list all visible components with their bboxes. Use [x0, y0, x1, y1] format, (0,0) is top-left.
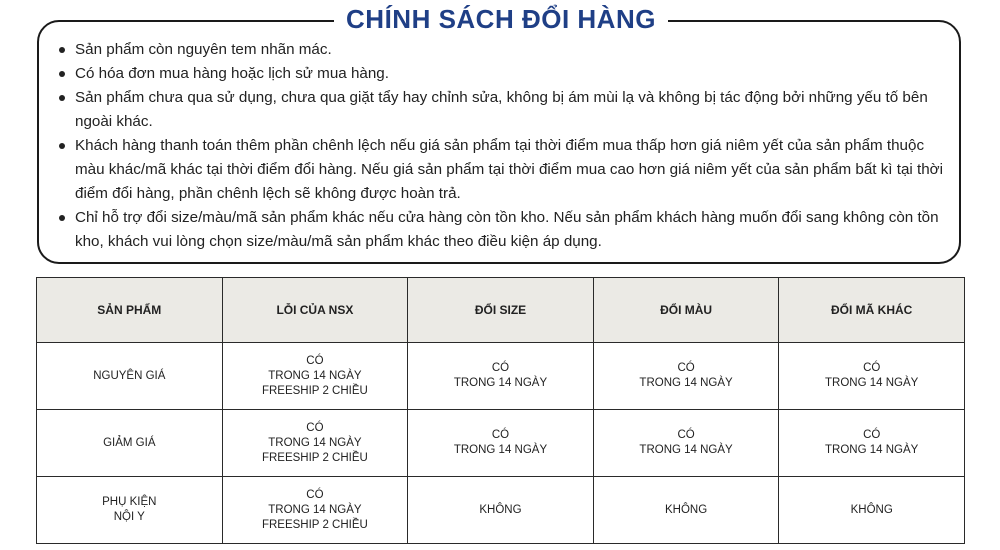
table-row	[37, 410, 965, 477]
cell-line: FREESHIP 2 CHIỀU	[261, 451, 368, 464]
cell-color	[593, 343, 779, 410]
cell-size	[408, 410, 594, 477]
cell-defect	[222, 410, 408, 477]
header-product: SẢN PHẨM	[37, 278, 223, 343]
cell-product	[37, 410, 223, 477]
table-row	[37, 477, 965, 544]
table-header-row	[37, 278, 965, 343]
cell-line: TRONG 14 NGÀY	[268, 436, 362, 449]
cell-other	[779, 477, 965, 544]
cell-defect	[222, 477, 408, 544]
policy-list	[75, 38, 955, 254]
cell-line: GIẢM GIÁ	[103, 436, 156, 449]
policy-item: Sản phẩm chưa qua sử dụng, chưa qua giặt tẩy hay chỉnh sửa, không bị ám mùi lạ và không bị tác động bởi những yếu tố bên ngoài khác.	[75, 86, 955, 134]
cell-line: TRONG 14 NGÀY	[825, 444, 919, 456]
cell-line: CÓ	[677, 429, 695, 441]
cell-line: TRONG 14 NGÀY	[268, 369, 362, 382]
cell-defect	[222, 343, 408, 410]
cell-product	[37, 343, 223, 410]
header-defect: LỖI CỦA NSX	[222, 278, 408, 343]
cell-line: CÓ	[863, 362, 881, 374]
title-wrap	[0, 0, 1000, 40]
cell-line: CÓ	[491, 362, 510, 374]
cell-size	[408, 477, 594, 544]
cell-line: CÓ	[306, 421, 324, 434]
cell-line: TRONG 14 NGÀY	[639, 377, 733, 389]
cell-other	[779, 410, 965, 477]
policy-item: Có hóa đơn mua hàng hoặc lịch sử mua hàng.	[75, 62, 955, 86]
cell-color	[593, 477, 779, 544]
cell-line: TRONG 14 NGÀY	[453, 377, 548, 389]
header-size: ĐỔI SIZE	[408, 278, 594, 343]
cell-line: CÓ	[306, 488, 324, 501]
header-color: ĐỔI MÀU	[593, 278, 779, 343]
cell-size	[408, 343, 594, 410]
header-other: ĐỔI MÃ KHÁC	[779, 278, 965, 343]
cell-line: TRONG 14 NGÀY	[268, 503, 362, 516]
cell-line: CÓ	[491, 429, 510, 441]
exchange-table	[36, 277, 965, 544]
cell-line: PHỤ KIỆN	[102, 496, 157, 508]
cell-line: TRONG 14 NGÀY	[453, 444, 548, 456]
cell-line: KHÔNG	[479, 503, 522, 516]
policy-item: Khách hàng thanh toán thêm phần chênh lệch nếu giá sản phẩm tại thời điểm mua thấp hơn giá niêm yết của sản phẩm thuộc màu khác/mã khác tại thời điểm đổi hàng. Nếu giá sản phẩm tại thời điểm mua cao hơn giá niêm yết của sản phẩm bất kì tại thời điểm đổi hàng, phần chênh lệch sẽ không được hoàn trả.	[75, 134, 955, 206]
cell-line: KHÔNG	[664, 503, 708, 516]
cell-line: NGUYÊN GIÁ	[93, 369, 166, 382]
cell-line: CÓ	[306, 354, 324, 367]
table-row	[37, 343, 965, 410]
cell-line: KHÔNG	[850, 503, 893, 516]
cell-line: NỘI Y	[113, 511, 145, 523]
cell-line: FREESHIP 2 CHIỀU	[261, 518, 368, 531]
page-title: CHÍNH SÁCH ĐỔI HÀNG	[334, 0, 668, 34]
cell-line: TRONG 14 NGÀY	[825, 377, 919, 389]
cell-product	[37, 477, 223, 544]
cell-other	[779, 343, 965, 410]
cell-color	[593, 410, 779, 477]
cell-line: CÓ	[863, 429, 881, 441]
cell-line: CÓ	[677, 362, 695, 374]
cell-line: TRONG 14 NGÀY	[639, 444, 733, 456]
policy-item: Chỉ hỗ trợ đổi size/màu/mã sản phẩm khác nếu cửa hàng còn tồn kho. Nếu sản phẩm khách hàng muốn đổi sang không còn tồn kho, khách vui lòng chọn size/màu/mã sản phẩm khác theo điều kiện áp dụng.	[75, 206, 955, 254]
cell-line: FREESHIP 2 CHIỀU	[261, 384, 368, 397]
policy-item: Sản phẩm còn nguyên tem nhãn mác.	[75, 38, 955, 62]
